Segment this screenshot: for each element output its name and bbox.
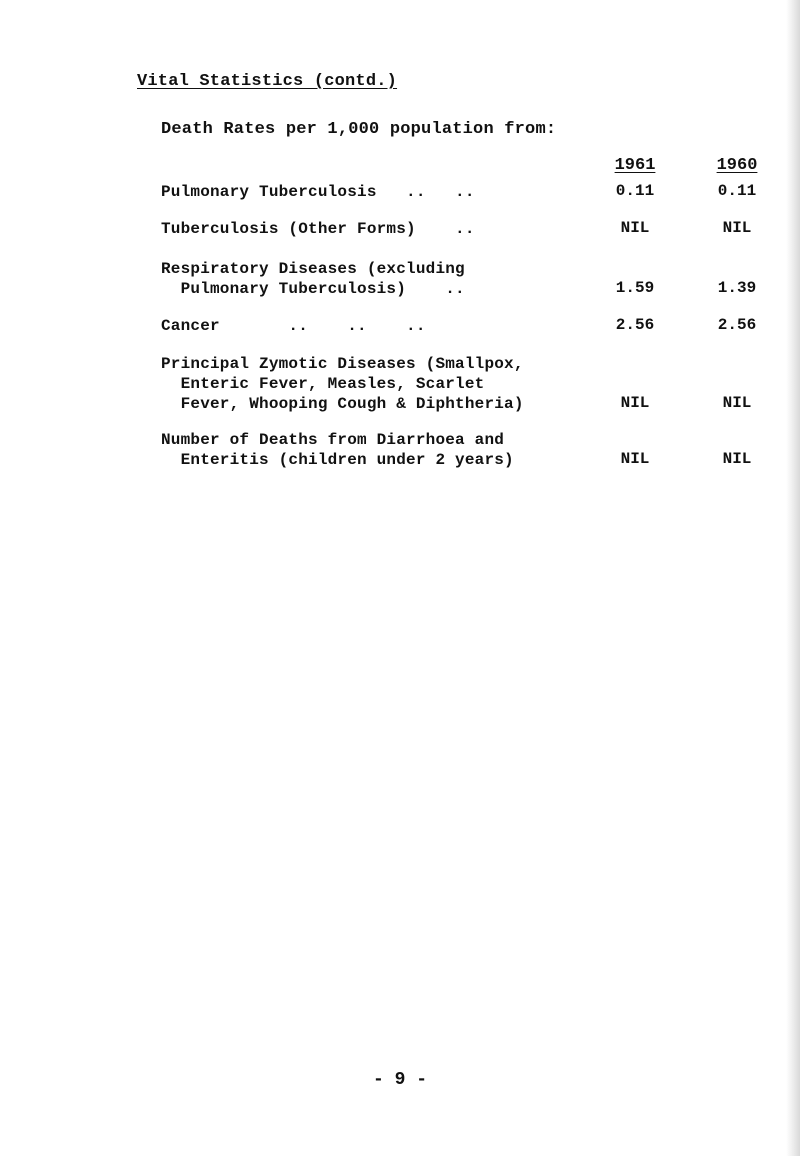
value-1961-zymotic-diseases: NIL bbox=[620, 394, 650, 412]
value-1961-diarrhoea-enteritis: NIL bbox=[620, 450, 650, 468]
page-number: - 9 - bbox=[372, 1070, 427, 1090]
value-1961-respiratory-diseases: 1.59 bbox=[615, 279, 655, 297]
value-1960-tuberculosis-other: NIL bbox=[722, 219, 752, 237]
row-label-line: Principal Zymotic Diseases (Smallpox, bbox=[161, 355, 524, 373]
row-label-line: Respiratory Diseases (excluding bbox=[161, 260, 465, 278]
row-label-line: Cancer .. .. .. bbox=[161, 317, 426, 335]
page-edge-shadow bbox=[786, 0, 800, 1156]
value-1960-pulmonary-tuberculosis: 0.11 bbox=[717, 182, 757, 200]
value-1961-cancer: 2.56 bbox=[615, 316, 655, 334]
table-row-pulmonary-tuberculosis bbox=[161, 182, 475, 202]
row-label-line: Enteric Fever, Measles, Scarlet bbox=[161, 375, 485, 393]
row-label-line: Enteritis (children under 2 years) bbox=[161, 451, 514, 469]
document-heading: Vital Statistics (contd.) bbox=[137, 72, 398, 91]
column-header-1960: 1960 bbox=[716, 156, 758, 175]
column-header-1961: 1961 bbox=[614, 156, 656, 175]
table-row-cancer bbox=[161, 316, 426, 336]
table-row-respiratory-diseases bbox=[161, 259, 465, 299]
value-1960-diarrhoea-enteritis: NIL bbox=[722, 450, 752, 468]
row-label-line: Number of Deaths from Diarrhoea and bbox=[161, 431, 505, 449]
row-label-line: Tuberculosis (Other Forms) .. bbox=[161, 220, 475, 238]
row-label-line: Pulmonary Tuberculosis .. .. bbox=[161, 183, 475, 201]
row-label-line: Pulmonary Tuberculosis) .. bbox=[161, 280, 465, 298]
value-1960-respiratory-diseases: 1.39 bbox=[717, 279, 757, 297]
value-1961-tuberculosis-other: NIL bbox=[620, 219, 650, 237]
table-row-diarrhoea-enteritis bbox=[161, 430, 514, 470]
table-row-tuberculosis-other bbox=[161, 219, 475, 239]
table-caption: Death Rates per 1,000 population from: bbox=[161, 120, 557, 139]
table-row-zymotic-diseases bbox=[161, 354, 524, 414]
value-1961-pulmonary-tuberculosis: 0.11 bbox=[615, 182, 655, 200]
row-label-line: Fever, Whooping Cough & Diphtheria) bbox=[161, 395, 524, 413]
value-1960-zymotic-diseases: NIL bbox=[722, 394, 752, 412]
value-1960-cancer: 2.56 bbox=[717, 316, 757, 334]
